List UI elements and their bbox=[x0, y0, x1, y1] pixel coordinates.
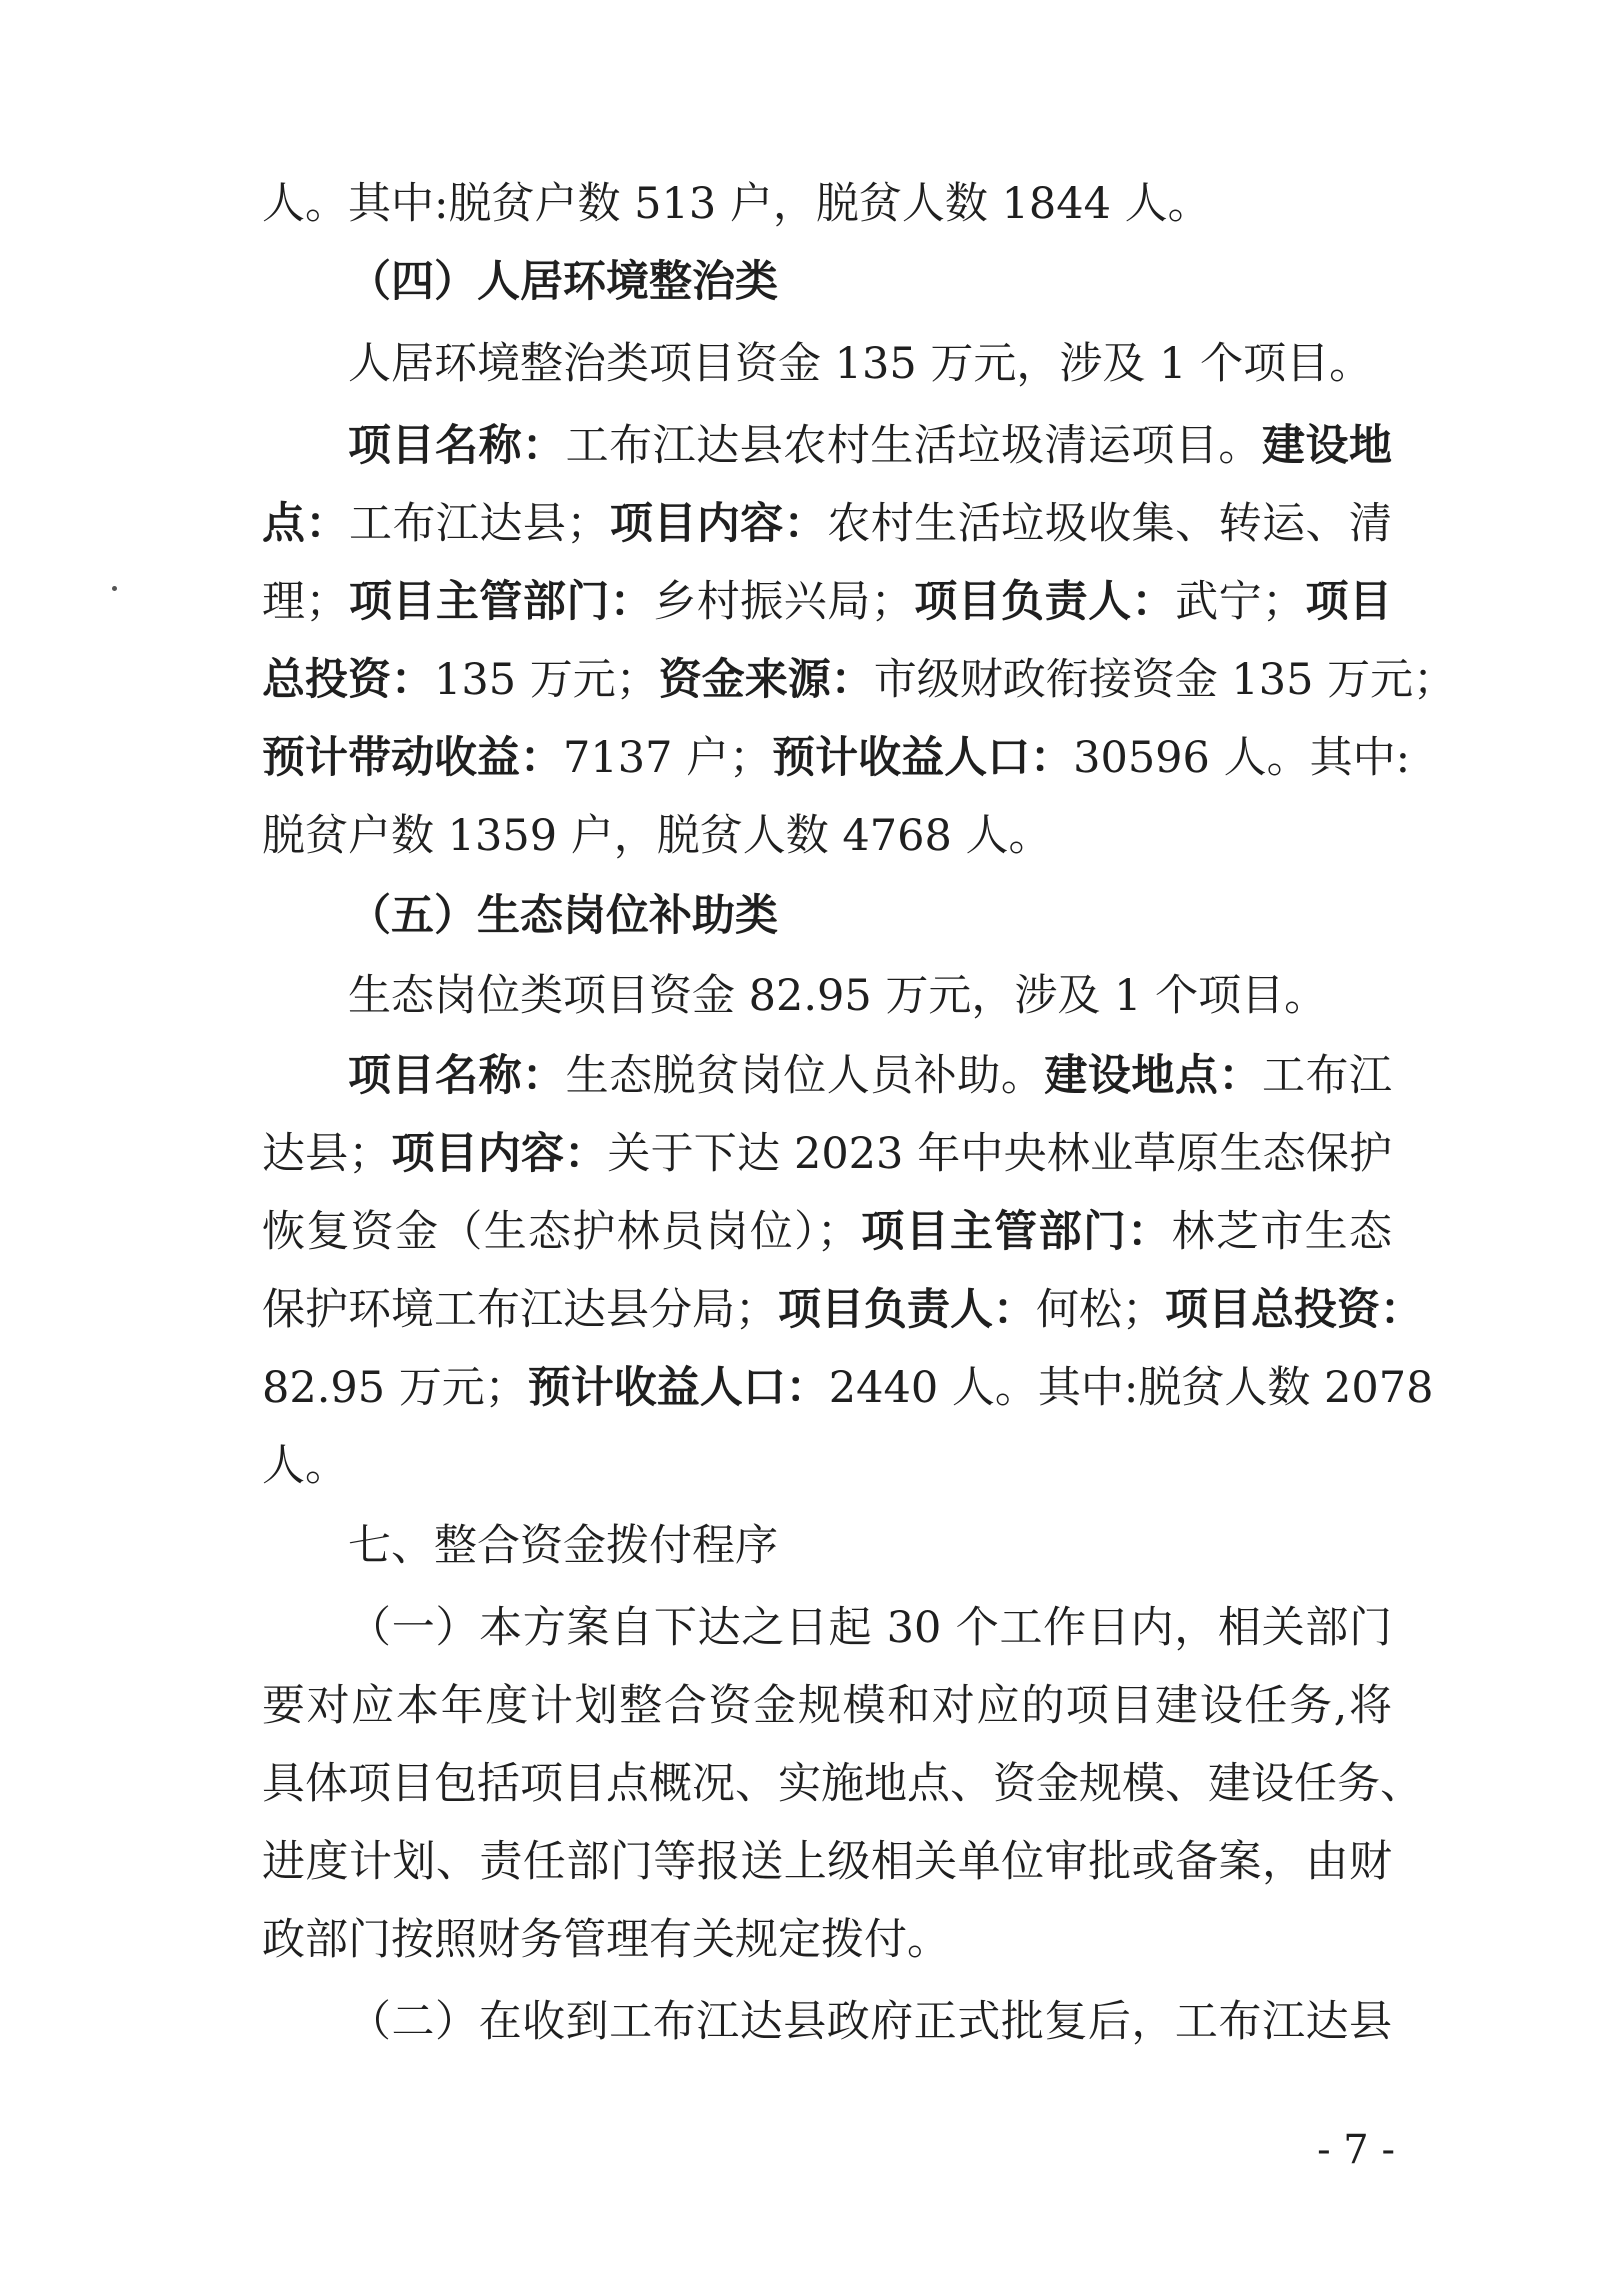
field-value: 工布江达县； bbox=[348, 499, 610, 549]
section-heading-4: （四）人居环境整治类 bbox=[348, 257, 778, 307]
paragraph-line: 生态岗位类项目资金 82.95 万元，涉及 1 个项目。 bbox=[348, 971, 1328, 1021]
field-value: 关于下达 2023 年中央林业草原生态保护 bbox=[607, 1129, 1393, 1179]
paragraph-line bbox=[262, 1360, 1434, 1416]
scan-speck bbox=[112, 586, 117, 591]
paragraph-line bbox=[348, 1048, 1392, 1104]
field-key: 预计带动收益： bbox=[262, 733, 563, 783]
field-value: 恢复资金（生态护林员岗位）； bbox=[262, 1207, 860, 1257]
paragraph-line: （二）在收到工布江达县政府正式批复后，工布江达县 bbox=[348, 1997, 1392, 2047]
field-key: 建设地点： bbox=[1044, 1051, 1262, 1101]
chapter-heading-7: 七、整合资金拨付程序 bbox=[348, 1521, 778, 1571]
field-value: 林芝市生态 bbox=[1171, 1207, 1393, 1257]
field-value: 市级财政衔接资金 135 万元； bbox=[873, 655, 1457, 705]
field-value: 何松； bbox=[1036, 1285, 1165, 1335]
field-key: 项目负责人： bbox=[913, 577, 1176, 627]
field-key: 预计收益人口： bbox=[772, 733, 1074, 783]
field-value: 达县； bbox=[262, 1129, 392, 1179]
field-key: 总投资： bbox=[262, 655, 434, 705]
field-key: 项目内容： bbox=[609, 499, 828, 549]
paragraph-line bbox=[262, 496, 1392, 552]
paragraph-line: 要对应本年度计划整合资金规模和对应的项目建设任务,将 bbox=[262, 1681, 1392, 1731]
field-key: 项目负责人： bbox=[778, 1285, 1036, 1335]
paragraph-line bbox=[262, 730, 1411, 786]
paragraph-line: 人。 bbox=[262, 1441, 348, 1491]
field-value: 135 万元； bbox=[434, 655, 659, 705]
field-key: 项目 bbox=[1305, 577, 1393, 627]
field-value: 工布江 bbox=[1261, 1051, 1393, 1101]
field-key: 预计收益人口： bbox=[527, 1363, 829, 1413]
field-value: 保护环境工布江达县分局； bbox=[262, 1285, 778, 1335]
field-value: 乡村振兴局； bbox=[653, 577, 914, 627]
field-value: 农村生活垃圾收集、转运、清 bbox=[827, 499, 1393, 549]
paragraph-line: 进度计划、责任部门等报送上级相关单位审批或备案，由财 bbox=[262, 1837, 1392, 1887]
field-value: 2440 人。其中:脱贫人数 2078 bbox=[828, 1363, 1434, 1413]
field-key: 建设地 bbox=[1261, 421, 1393, 471]
field-value: 理； bbox=[262, 577, 349, 627]
field-key: 资金来源： bbox=[658, 655, 874, 705]
paragraph-line: 人居环境整治类项目资金 135 万元，涉及 1 个项目。 bbox=[348, 339, 1373, 389]
paragraph-line bbox=[262, 1282, 1423, 1338]
paragraph-line bbox=[262, 1204, 1392, 1260]
paragraph-line bbox=[348, 418, 1392, 474]
field-key: 点： bbox=[262, 499, 349, 549]
field-key: 项目名称： bbox=[348, 1051, 566, 1101]
paragraph-line: 人。其中:脱贫户数 513 户，脱贫人数 1844 人。 bbox=[262, 179, 1211, 229]
paragraph-line bbox=[262, 652, 1457, 708]
field-key: 项目主管部门： bbox=[348, 577, 654, 627]
field-value: 30596 人。其中: bbox=[1073, 733, 1411, 783]
field-value: 武宁； bbox=[1175, 577, 1306, 627]
page-number: - 7 - bbox=[1317, 2127, 1395, 2173]
section-heading-5: （五）生态岗位补助类 bbox=[348, 891, 778, 941]
field-value: 7137 户； bbox=[563, 733, 773, 783]
paragraph-line: 脱贫户数 1359 户，脱贫人数 4768 人。 bbox=[262, 811, 1052, 861]
field-value: 生态脱贫岗位人员补助。 bbox=[565, 1051, 1045, 1101]
field-value: 82.95 万元； bbox=[262, 1363, 528, 1413]
field-value: 工布江达县农村生活垃圾清运项目。 bbox=[565, 421, 1262, 471]
field-key: 项目内容： bbox=[391, 1129, 608, 1179]
paragraph-line: （一）本方案自下达之日起 30 个工作日内，相关部门 bbox=[348, 1603, 1392, 1653]
field-key: 项目名称： bbox=[348, 421, 566, 471]
paragraph-line: 政部门按照财务管理有关规定拨付。 bbox=[262, 1915, 950, 1965]
paragraph-line bbox=[262, 1126, 1392, 1182]
paragraph-line bbox=[262, 574, 1392, 630]
paragraph-line: 具体项目包括项目点概况、实施地点、资金规模、建设任务、 bbox=[262, 1759, 1423, 1809]
field-key: 项目主管部门： bbox=[859, 1207, 1172, 1257]
field-key: 项目总投资： bbox=[1165, 1285, 1423, 1335]
